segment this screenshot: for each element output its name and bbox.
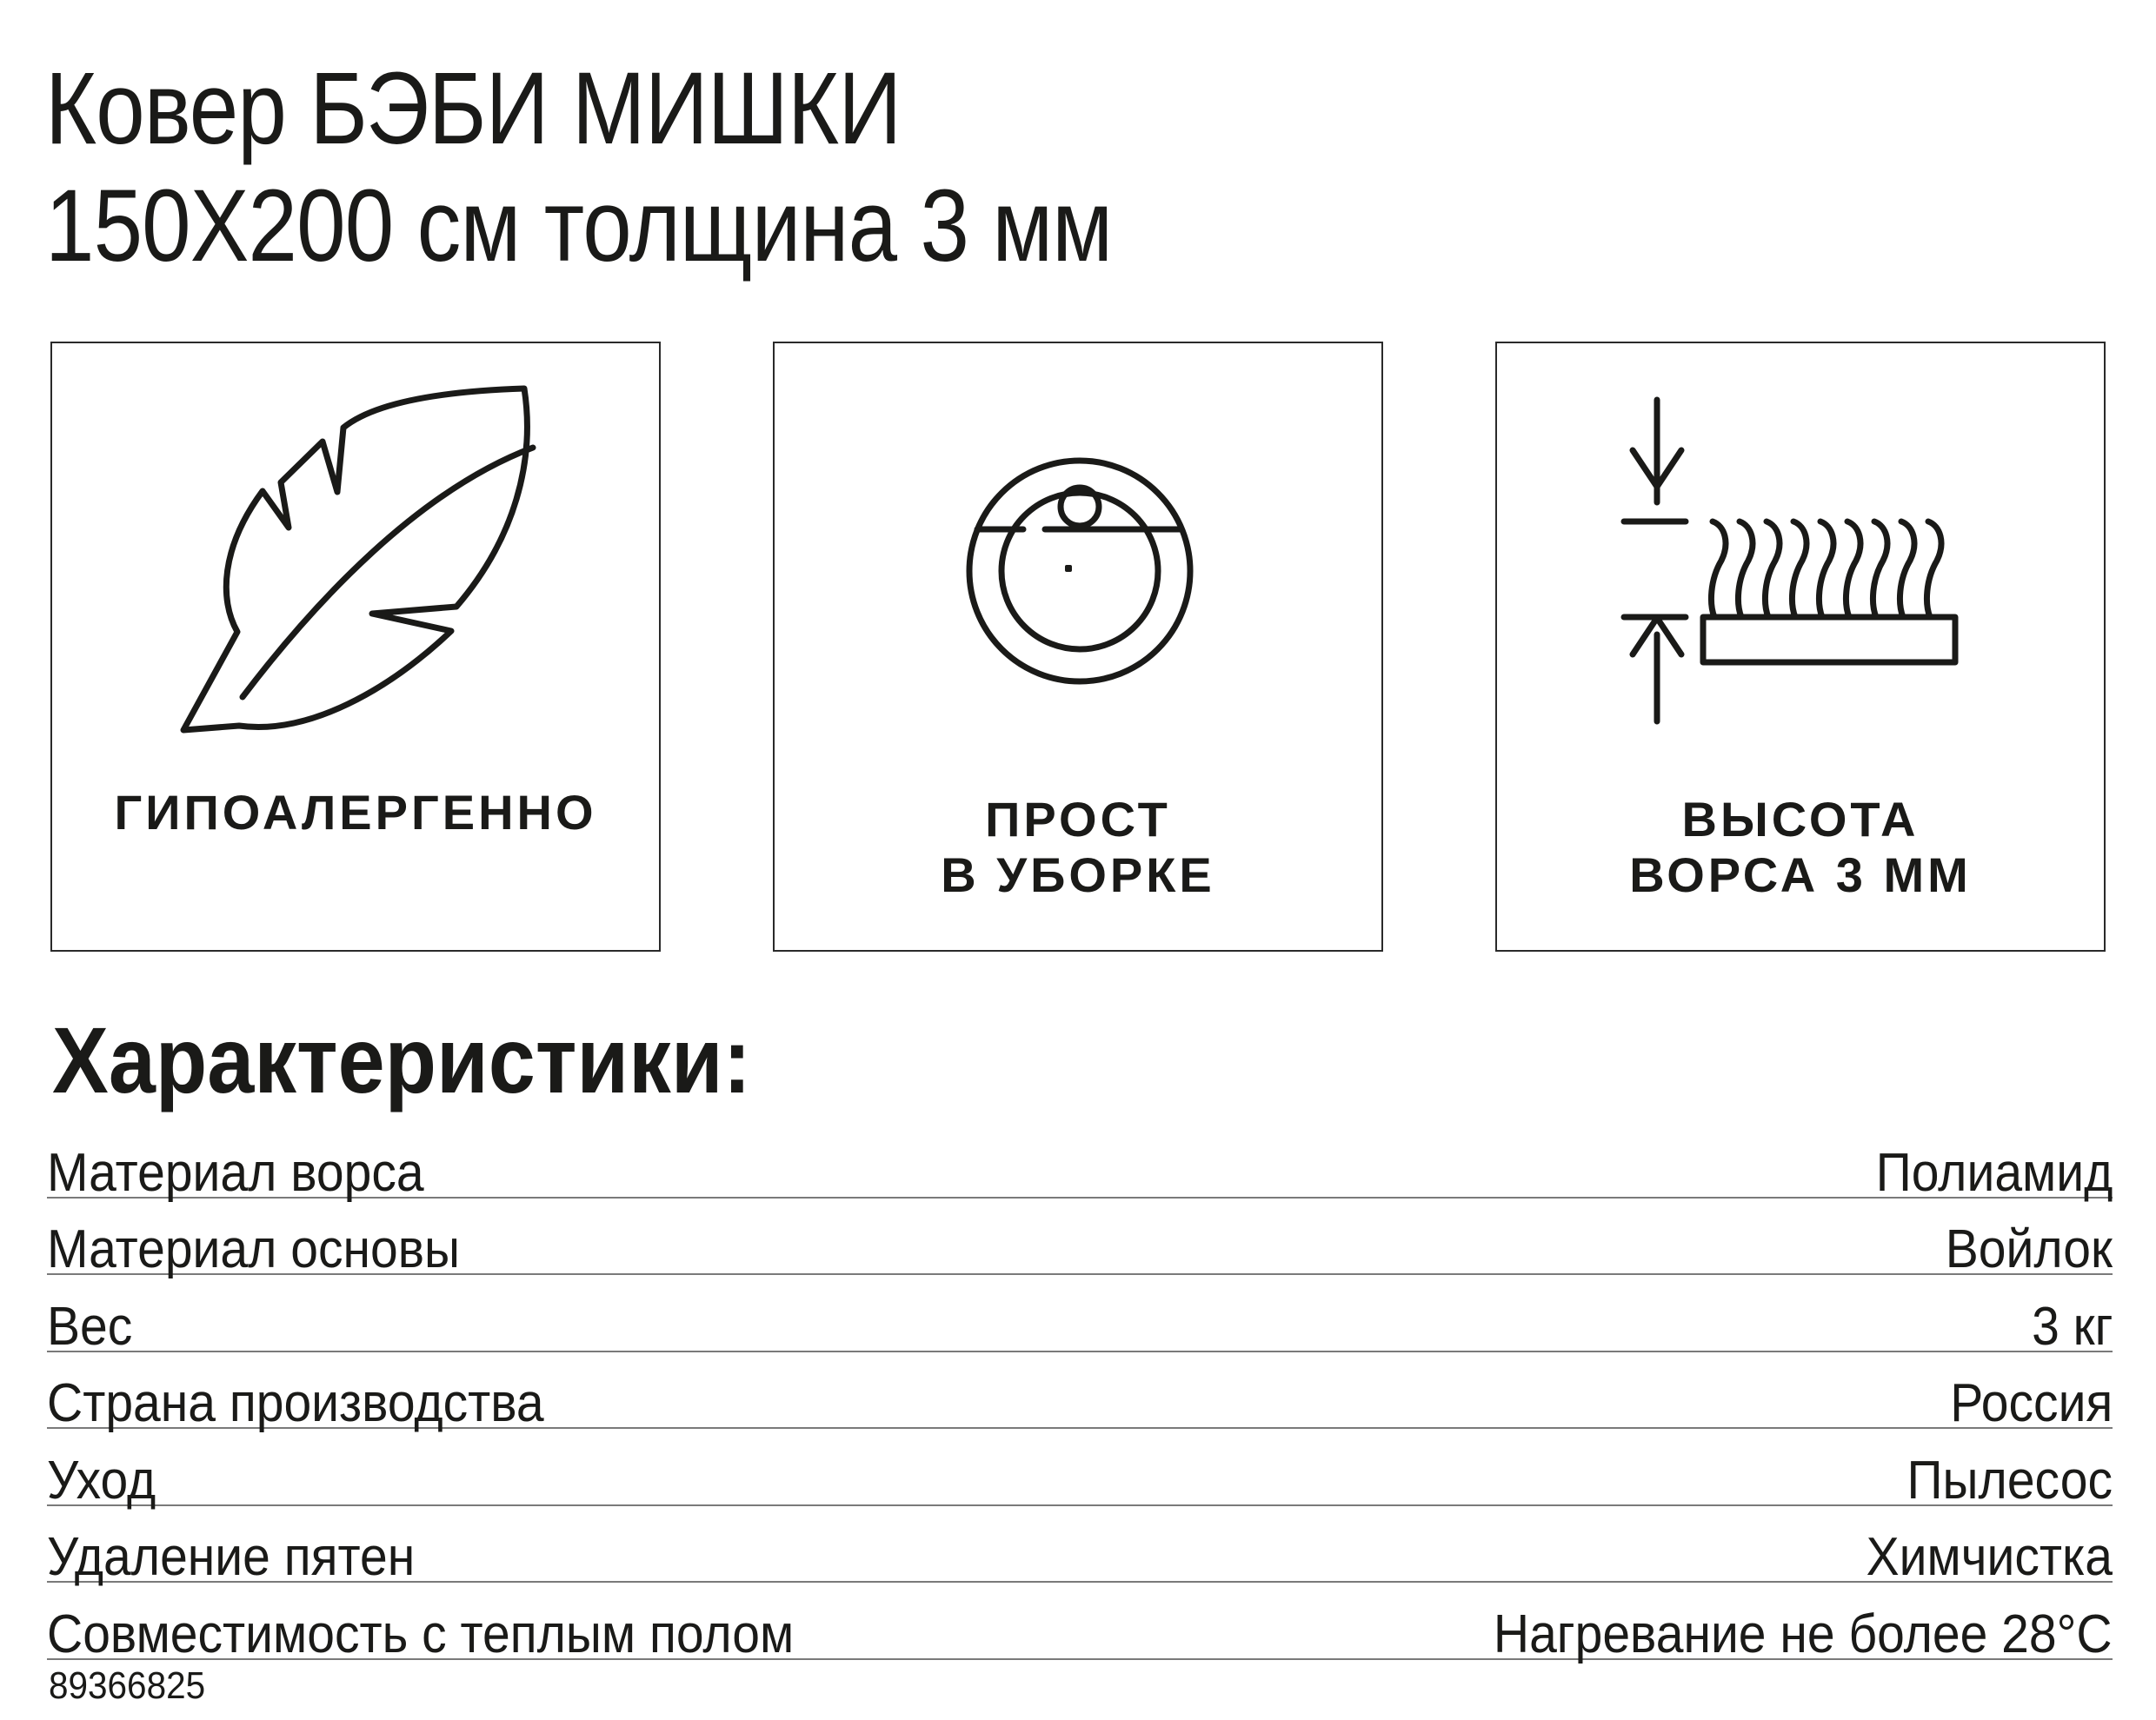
spec-row bbox=[47, 1199, 2113, 1279]
spec-key: Материал основы bbox=[47, 1219, 461, 1279]
specs-table bbox=[47, 1121, 2113, 1664]
spec-value: Полиамид bbox=[1875, 1142, 2113, 1203]
spec-row bbox=[47, 1583, 2113, 1664]
product-title-line1: Ковер БЭБИ МИШКИ bbox=[45, 51, 902, 166]
spec-value: Пылесос bbox=[1906, 1450, 2113, 1511]
sku-number: 89366825 bbox=[49, 1664, 206, 1707]
feature-label: ВЫСОТА ВОРСА 3 ММ bbox=[1629, 792, 1972, 902]
specs-heading: Характеристики: bbox=[52, 1007, 751, 1112]
spec-value: Войлок bbox=[1945, 1219, 2113, 1279]
feature-card-hypoallergenic bbox=[50, 342, 661, 952]
spec-key: Уход bbox=[47, 1450, 156, 1511]
feather-icon bbox=[52, 343, 662, 953]
spec-value: Россия bbox=[1949, 1373, 2113, 1433]
feature-label: ПРОСТ В УБОРКЕ bbox=[941, 792, 1215, 902]
spec-row bbox=[47, 1506, 2113, 1587]
spec-key: Материал ворса bbox=[47, 1142, 424, 1203]
spec-key: Совместимость с теплым полом bbox=[47, 1604, 795, 1664]
spec-row bbox=[47, 1429, 2113, 1511]
spec-row bbox=[47, 1121, 2113, 1203]
spec-key: Страна производства bbox=[47, 1373, 544, 1433]
spec-value: 3 кг bbox=[2031, 1296, 2113, 1357]
spec-row bbox=[47, 1275, 2113, 1357]
spec-key: Вес bbox=[47, 1296, 133, 1357]
spec-key: Удаление пятен bbox=[47, 1527, 416, 1587]
spec-row bbox=[47, 1352, 2113, 1433]
feature-card-easy-cleaning bbox=[773, 342, 1383, 952]
feature-card-pile-height bbox=[1495, 342, 2106, 952]
spec-value: Нагревание не более 28°C bbox=[1494, 1604, 2113, 1664]
feature-label: ГИПОАЛЕРГЕННО bbox=[114, 785, 597, 840]
spec-value: Химчистка bbox=[1866, 1527, 2113, 1587]
product-title-line2: 150X200 см толщина 3 мм bbox=[45, 169, 1113, 283]
product-title bbox=[45, 50, 1112, 285]
